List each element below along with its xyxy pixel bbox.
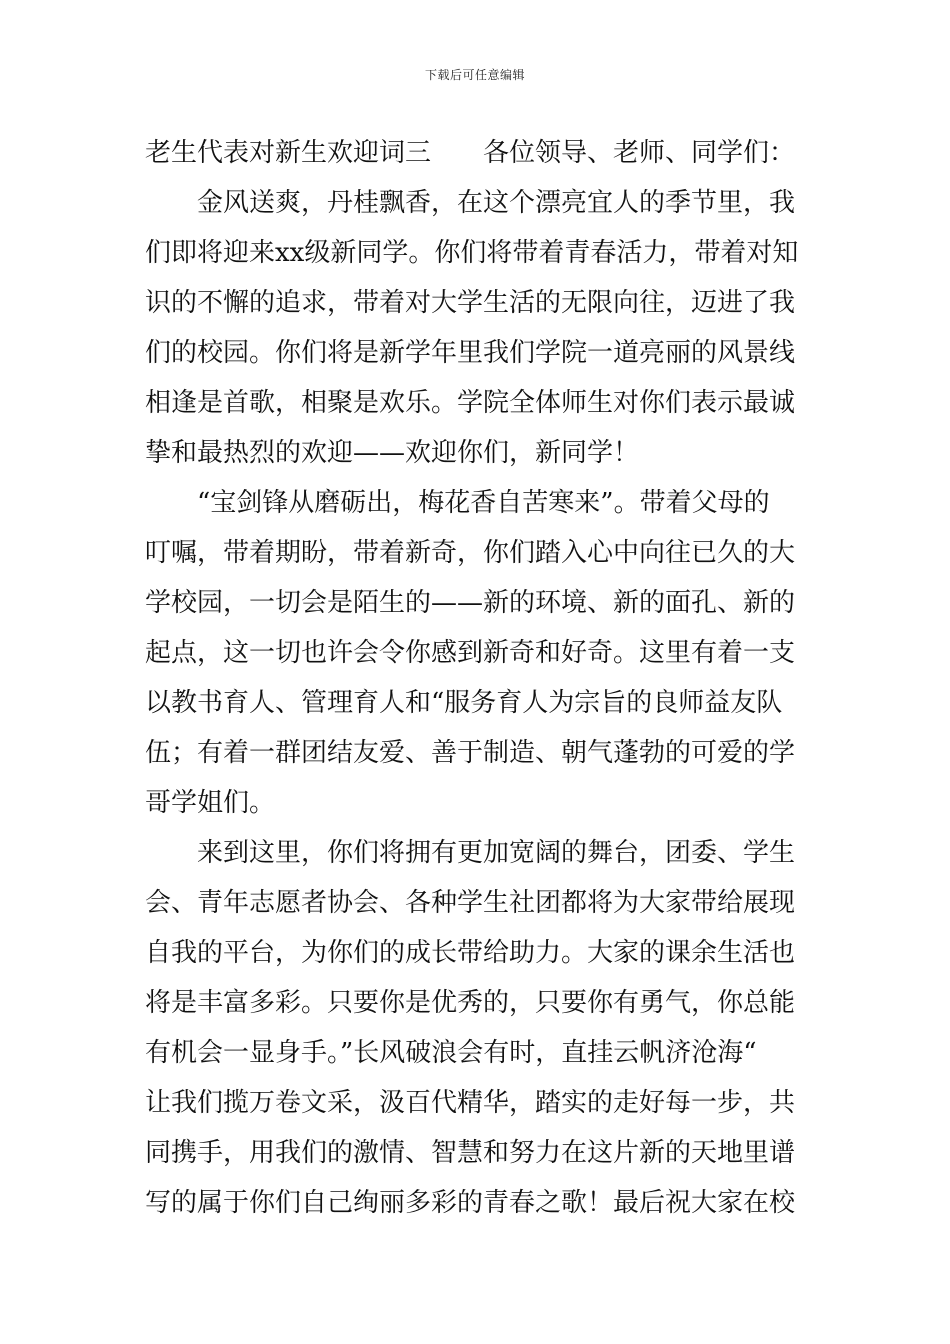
text-line: 让我们揽万卷文采，汲百代精华，踏实的走好每一步，共 [145, 1088, 796, 1118]
text-line: 学校园，一切会是陌生的——新的环境、新的面孔、新的 [145, 588, 796, 618]
header-note: 下载后可任意编辑 [424, 68, 525, 82]
text-line: 们即将迎来xx级新同学。你们将带着青春活力，带着对知 [145, 238, 799, 268]
text-line: 有机会一显身手。”长风破浪会有时，直挂云帆济沧海“ [145, 1038, 757, 1068]
text-line: 识的不懈的追求，带着对大学生活的无限向往，迈进了我 [145, 288, 796, 318]
text-line: 伍；有着一群团结友爱、善于制造、朝气蓬勃的可爱的学 [145, 738, 796, 768]
text-line: 相逢是首歌，相聚是欢乐。学院全体师生对你们表示最诚 [145, 388, 796, 418]
text-line: 挚和最热烈的欢迎——欢迎你们，新同学！ [145, 438, 640, 468]
text-line: 将是丰富多彩。只要你是优秀的，只要你有勇气，你总能 [145, 988, 796, 1018]
text-line: 叮嘱，带着期盼，带着新奇，你们踏入心中向往已久的大 [145, 538, 796, 568]
text-line: 会、青年志愿者协会、各种学生社团都将为大家带给展现 [145, 888, 796, 918]
text-line: 写的属于你们自己绚丽多彩的青春之歌！最后祝大家在校 [145, 1188, 796, 1218]
document-body [145, 128, 807, 1228]
title-line: 老生代表对新生欢迎词三 各位领导、老师、同学们： [145, 138, 796, 168]
text-line: 哥学姐们。 [145, 788, 276, 818]
text-line: “宝剑锋从磨砺出，梅花香自苦寒来”。带着父母的 [197, 488, 770, 518]
text-line: 以教书育人、管理育人和“服务育人为宗旨的良师益友队 [145, 688, 783, 718]
text-line: 同携手，用我们的激情、智慧和努力在这片新的天地里谱 [145, 1138, 796, 1168]
text-line: 金风送爽，丹桂飘香，在这个漂亮宜人的季节里，我 [197, 188, 796, 218]
text-line: 自我的平台，为你们的成长带给助力。大家的课余生活也 [145, 938, 796, 968]
text-line: 起点，这一切也许会令你感到新奇和好奇。这里有着一支 [145, 638, 796, 668]
text-line: 来到这里，你们将拥有更加宽阔的舞台，团委、学生 [197, 838, 796, 868]
text-line: 们的校园。你们将是新学年里我们学院一道亮丽的风景线 [145, 338, 796, 368]
